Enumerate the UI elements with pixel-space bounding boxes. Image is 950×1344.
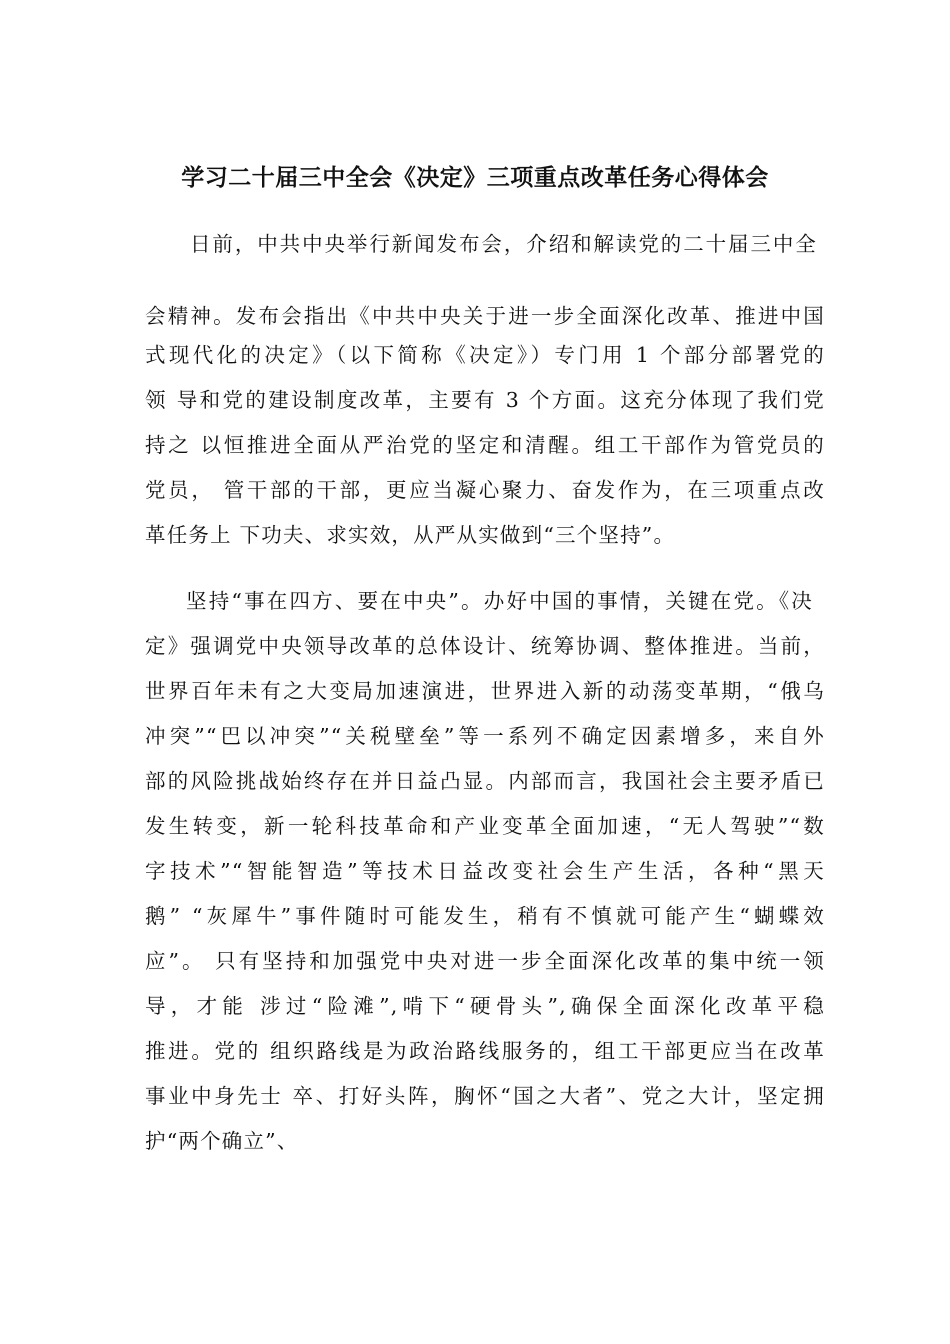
paragraph-2-line-10: 导，才能 涉过“险滩”,啃下“硬骨头”,确保全面深化改革平稳 — [145, 994, 825, 1018]
paragraph-1-line-5: 持之 以恒推进全面从严治党的坚定和清醒。组工干部作为管党员的 — [145, 433, 825, 457]
paragraph-2-line-13: 护“两个确立”、 — [145, 1129, 299, 1153]
paragraph-2-line-6: 发生转变，新一轮科技革命和产业变革全面加速，“无人驾驶”“数 — [145, 814, 825, 838]
paragraph-1-line-1: 日前，中共中央举行新闻发布会，介绍和解读党的二十届三中全 — [190, 232, 817, 256]
paragraph-1-line-2: 会精神。发布会指出《中共中央关于进一步全面深化改革、推进中国 — [145, 304, 825, 328]
document-title: 学习二十届三中全会《决定》三项重点改革任务心得体会 — [181, 164, 769, 191]
paragraph-2-line-8: 鹅” “灰犀牛”事件随时可能发生，稍有不慎就可能产生“蝴蝶效 — [145, 904, 825, 928]
paragraph-2-line-2: 定》强调党中央领导改革的总体设计、统筹协调、整体推进。当前， — [145, 634, 825, 658]
paragraph-2-line-4: 冲突”“巴以冲突”“关税壁垒”等一系列不确定因素增多，来自外 — [145, 724, 825, 748]
paragraph-1-line-4: 领 导和党的建设制度改革，主要有 3 个方面。这充分体现了我们党 — [145, 388, 825, 412]
paragraph-2-line-9: 应”。 只有坚持和加强党中央对进一步全面深化改革的集中统一领 — [145, 949, 825, 973]
paragraph-1-line-7: 革任务上 下功夫、求实效，从严从实做到“三个坚持”。 — [145, 523, 676, 547]
paragraph-1-line-3: 式现代化的决定》（以下简称《决定》）专门用 1 个部分部署党的 — [145, 343, 825, 367]
paragraph-2-line-12: 事业中身先士 卒、打好头阵，胸怀“国之大者”、党之大计，坚定拥 — [145, 1084, 825, 1108]
paragraph-2-line-1: 坚持“事在四方、要在中央”。办好中国的事情，关键在党。《决 — [186, 589, 813, 613]
paragraph-2-line-5: 部的风险挑战始终存在并日益凸显。内部而言，我国社会主要矛盾已 — [145, 769, 825, 793]
paragraph-1-line-6: 党员， 管干部的干部，更应当凝心聚力、奋发作为，在三项重点改 — [145, 478, 825, 502]
paragraph-2-line-7: 字技术”“智能智造”等技术日益改变社会生产生活，各种“黑天 — [145, 859, 825, 883]
paragraph-2-line-11: 推进。党的 组织路线是为政治路线服务的，组工干部更应当在改革 — [145, 1039, 825, 1063]
paragraph-2-line-3: 世界百年未有之大变局加速演进，世界进入新的动荡变革期，“俄乌 — [145, 679, 825, 703]
